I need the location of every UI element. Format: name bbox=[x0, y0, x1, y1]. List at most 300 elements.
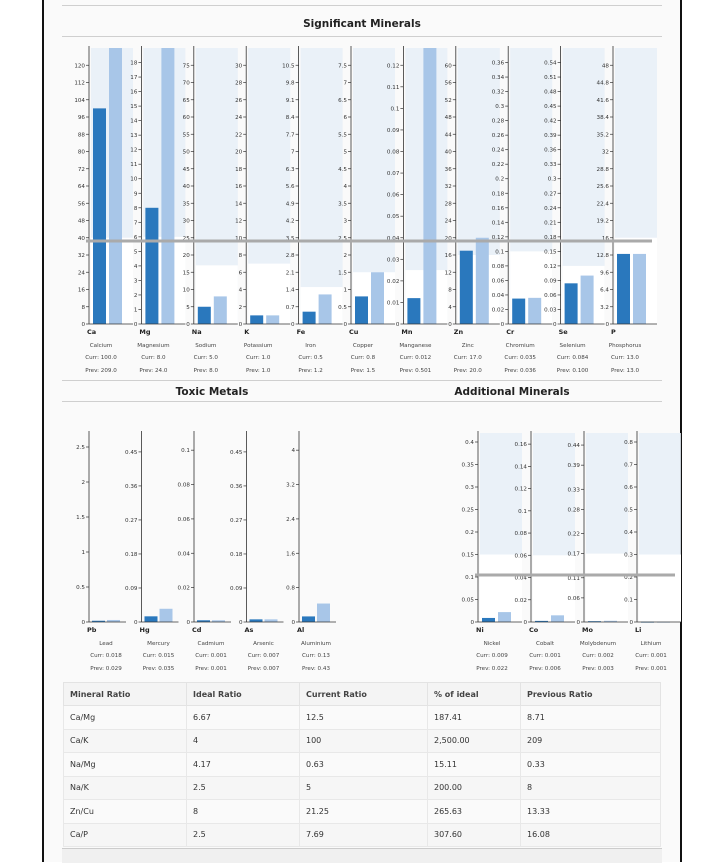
tick-label: 9.8 bbox=[285, 80, 295, 87]
tick-label: 13 bbox=[130, 133, 138, 140]
tick-label: 4.5 bbox=[338, 166, 347, 173]
tick-label: 0.5 bbox=[624, 507, 633, 514]
current-bar bbox=[198, 307, 211, 324]
tick-label: 30 bbox=[235, 63, 243, 70]
table-cell: 6.67 bbox=[187, 706, 300, 730]
previous-value: Prev: 0.001 bbox=[635, 666, 667, 672]
mineral-name: Lithium bbox=[640, 641, 662, 647]
table-cell: Ca/K bbox=[64, 729, 187, 753]
previous-value: Prev: 20.0 bbox=[453, 368, 482, 374]
mineral-symbol: Mo bbox=[582, 626, 593, 634]
mineral-chart-mg bbox=[130, 46, 185, 374]
tick-label: 6 bbox=[343, 115, 347, 121]
tick-label: 32 bbox=[77, 253, 85, 259]
tick-label: 35.2 bbox=[596, 132, 609, 139]
tick-label: 22 bbox=[235, 132, 243, 139]
mineral-name: Selenium bbox=[559, 343, 586, 349]
tick-label: 16 bbox=[444, 253, 452, 259]
table-cell: 307.60 bbox=[428, 823, 521, 847]
tick-label: 45 bbox=[182, 166, 190, 173]
tick-label: 11 bbox=[130, 162, 138, 169]
mineral-symbol: Mg bbox=[139, 328, 151, 336]
tick-label: 0 bbox=[238, 322, 243, 328]
tick-label: 0.15 bbox=[461, 552, 474, 559]
tick-label: 2 bbox=[133, 292, 138, 299]
tick-label: 0.17 bbox=[567, 551, 580, 558]
mineral-name: Iron bbox=[305, 343, 316, 349]
tick-label: 15 bbox=[130, 104, 138, 111]
tick-label: 20 bbox=[444, 235, 452, 242]
previous-value: Prev: 1.0 bbox=[245, 368, 271, 374]
tick-label: 3.5 bbox=[338, 201, 347, 208]
header-percent-ideal: % of ideal bbox=[428, 683, 521, 706]
tick-label: 70 bbox=[182, 80, 190, 87]
current-bar bbox=[482, 618, 495, 622]
tick-label: 1 bbox=[81, 550, 85, 556]
tick-label: 0.7 bbox=[285, 304, 295, 311]
table-row bbox=[64, 729, 661, 753]
previous-bar bbox=[319, 294, 332, 324]
tick-label: 9.1 bbox=[285, 97, 295, 104]
tick-label: 0.02 bbox=[514, 597, 527, 604]
toxic-metals-title: Toxic Metals bbox=[175, 386, 249, 398]
tick-label: 0.04 bbox=[491, 292, 505, 299]
previous-value: Prev: 13.0 bbox=[610, 368, 640, 374]
tick-label: 0.25 bbox=[461, 507, 474, 514]
tick-label: 0.09 bbox=[125, 585, 138, 592]
table-cell: 8 bbox=[521, 776, 661, 800]
mineral-symbol: Cu bbox=[349, 328, 359, 336]
tick-label: 40 bbox=[444, 149, 452, 156]
previous-value: Prev: 0.003 bbox=[582, 666, 614, 672]
previous-value: Prev: 1.5 bbox=[350, 368, 376, 374]
previous-bar bbox=[214, 296, 227, 324]
table-cell: 2.5 bbox=[187, 823, 300, 847]
mineral-chart-cu bbox=[338, 46, 395, 374]
tick-label: 0 bbox=[553, 322, 557, 328]
tick-label: 0.2 bbox=[624, 575, 633, 581]
tick-label: 0.28 bbox=[567, 507, 580, 514]
tick-label: 0 bbox=[133, 620, 138, 626]
table-cell: 209 bbox=[521, 729, 661, 753]
current-bar bbox=[145, 616, 158, 622]
tick-label: 72 bbox=[77, 166, 85, 173]
previous-value: Prev: 0.029 bbox=[90, 666, 122, 672]
mineral-symbol: Al bbox=[297, 626, 305, 634]
tick-label: 88 bbox=[77, 132, 85, 139]
tick-label: 0.03 bbox=[386, 257, 400, 264]
tick-label: 0 bbox=[576, 620, 580, 626]
tick-label: 0.33 bbox=[567, 487, 580, 494]
tick-label: 16 bbox=[235, 184, 243, 190]
table-cell: 8.71 bbox=[521, 706, 661, 730]
tick-label: 0.3 bbox=[624, 552, 633, 559]
table-cell: 16.08 bbox=[521, 823, 661, 847]
current-bar bbox=[460, 251, 473, 324]
tick-label: 5 bbox=[133, 249, 138, 256]
current-value: Curr: 0.018 bbox=[90, 653, 122, 659]
tick-label: 2.1 bbox=[285, 270, 295, 277]
table-cell: 15.11 bbox=[428, 753, 521, 777]
mineral-symbol: Hg bbox=[139, 626, 150, 634]
table-cell: 0.33 bbox=[521, 753, 661, 777]
mineral-chart-na bbox=[183, 46, 238, 374]
tick-label: 6 bbox=[133, 234, 138, 241]
tick-label: 0.42 bbox=[544, 118, 557, 125]
mineral-name: Aluminium bbox=[300, 641, 332, 647]
tick-label: 4 bbox=[343, 184, 347, 190]
previous-bar bbox=[109, 48, 122, 324]
below-range-area bbox=[639, 555, 681, 623]
table-cell: 4 bbox=[187, 729, 300, 753]
mineral-symbol: Cd bbox=[192, 626, 202, 634]
tick-label: 16 bbox=[130, 89, 138, 96]
tick-label: 24 bbox=[444, 218, 452, 225]
divider bbox=[62, 380, 662, 381]
tick-label: 16 bbox=[77, 287, 85, 294]
mineral-chart-li bbox=[624, 431, 681, 672]
tick-label: 5.6 bbox=[285, 184, 295, 190]
previous-bar bbox=[423, 48, 436, 324]
tick-label: 0.22 bbox=[567, 531, 580, 538]
tick-label: 22.4 bbox=[596, 201, 609, 208]
tick-label: 12.8 bbox=[596, 253, 609, 259]
tick-label: 28 bbox=[444, 201, 452, 208]
tick-label: 0.14 bbox=[514, 464, 527, 471]
tick-label: 48 bbox=[601, 63, 609, 70]
table-cell: 2,500.00 bbox=[428, 729, 521, 753]
tick-label: 40 bbox=[182, 184, 190, 190]
tick-label: 35 bbox=[182, 201, 190, 208]
table-row bbox=[64, 776, 661, 800]
mineral-symbol: Cr bbox=[506, 328, 515, 336]
additional-minerals-chart bbox=[362, 405, 724, 680]
tick-label: 0.09 bbox=[230, 585, 243, 592]
mineral-symbol: Zn bbox=[453, 328, 464, 336]
mineral-name: Molybdenum bbox=[579, 641, 617, 647]
current-value: Curr: 0.007 bbox=[247, 653, 280, 659]
tick-label: 12 bbox=[444, 270, 452, 277]
tick-label: 2.4 bbox=[286, 516, 295, 523]
tick-label: 0.12 bbox=[514, 486, 527, 493]
mineral-name: Phosphorus bbox=[608, 343, 642, 349]
tick-label: 12 bbox=[130, 147, 138, 154]
tick-label: 24 bbox=[235, 115, 243, 121]
tick-label: 1.6 bbox=[286, 551, 295, 558]
tick-label: 0.7 bbox=[624, 462, 633, 469]
tick-label: 6.4 bbox=[600, 287, 609, 294]
mineral-symbol: Se bbox=[558, 328, 568, 336]
tick-label: 0 bbox=[81, 620, 85, 626]
tick-label: 0.07 bbox=[386, 171, 400, 178]
table-cell: Na/K bbox=[64, 776, 187, 800]
current-value: Curr: 17.0 bbox=[453, 355, 482, 361]
tick-label: 14 bbox=[130, 118, 138, 125]
tick-label: 0 bbox=[629, 620, 633, 626]
mineral-chart-pb bbox=[76, 431, 126, 672]
tick-label: 0.36 bbox=[544, 147, 557, 154]
tick-label: 0.04 bbox=[386, 235, 400, 242]
tick-label: 2 bbox=[238, 304, 243, 311]
table-cell: 7.69 bbox=[300, 823, 428, 847]
tick-label: 0 bbox=[133, 322, 138, 328]
tick-label: 0.04 bbox=[177, 551, 190, 558]
tick-label: 96 bbox=[77, 115, 85, 121]
current-value: Curr: 0.5 bbox=[298, 355, 323, 361]
previous-bar bbox=[581, 276, 594, 324]
table-cell: 265.63 bbox=[428, 800, 521, 824]
tick-label: 0 bbox=[291, 322, 295, 328]
tick-label: 3 bbox=[133, 278, 138, 285]
mineral-chart-co bbox=[515, 431, 575, 672]
current-bar bbox=[93, 108, 106, 324]
tick-label: 10 bbox=[182, 287, 190, 294]
previous-value: Prev: 0.007 bbox=[247, 666, 280, 672]
tick-label: 0.06 bbox=[491, 278, 505, 285]
tick-label: 9 bbox=[133, 191, 138, 198]
tick-label: 0.8 bbox=[286, 585, 295, 592]
mineral-symbol: Ca bbox=[87, 328, 97, 336]
tick-label: 0.1 bbox=[518, 508, 527, 515]
tick-label: 120 bbox=[74, 63, 85, 70]
header-mineral-ratio: Mineral Ratio bbox=[64, 683, 187, 706]
tick-label: 2 bbox=[343, 253, 347, 259]
tick-label: 1.5 bbox=[338, 270, 347, 277]
top-divider bbox=[62, 5, 662, 6]
table-cell: 2.5 bbox=[187, 776, 300, 800]
current-value: Curr: 0.012 bbox=[399, 355, 432, 361]
mineral-name: Potassium bbox=[243, 343, 273, 349]
tick-label: 5 bbox=[343, 149, 347, 156]
current-value: Curr: 1.0 bbox=[245, 355, 271, 361]
tick-label: 52 bbox=[444, 97, 452, 104]
range-band bbox=[301, 48, 343, 324]
significant-minerals-title: Significant Minerals bbox=[303, 18, 421, 30]
tick-label: 0.12 bbox=[386, 63, 400, 70]
tick-label: 1 bbox=[343, 287, 347, 294]
tick-label: 0.1 bbox=[495, 249, 505, 256]
tick-label: 7 bbox=[343, 80, 347, 87]
tick-label: 65 bbox=[182, 97, 190, 104]
tick-label: 12 bbox=[235, 218, 243, 225]
mineral-name: Cadmium bbox=[197, 641, 225, 647]
tick-label: 0.39 bbox=[544, 133, 557, 140]
table-row bbox=[64, 823, 661, 847]
tick-label: 0.11 bbox=[567, 575, 580, 582]
mineral-name: Calcium bbox=[89, 343, 113, 349]
previous-bar bbox=[160, 609, 173, 622]
tick-label: 0.01 bbox=[386, 300, 400, 307]
tick-label: 0.11 bbox=[386, 84, 400, 91]
table-row bbox=[64, 753, 661, 777]
mineral-chart-cd bbox=[178, 431, 231, 672]
bottom-toolbar bbox=[62, 848, 662, 863]
tick-label: 60 bbox=[182, 115, 190, 121]
tick-label: 5.5 bbox=[338, 132, 347, 139]
tick-label: 56 bbox=[77, 201, 85, 208]
tick-label: 38.4 bbox=[596, 115, 609, 121]
tick-label: 0.4 bbox=[465, 440, 474, 446]
tick-label: 4.9 bbox=[285, 201, 295, 208]
tick-label: 0.27 bbox=[230, 517, 243, 524]
tick-label: 0 bbox=[500, 322, 505, 328]
previous-value: Prev: 0.036 bbox=[504, 368, 536, 374]
tick-label: 0.21 bbox=[544, 220, 557, 227]
mineral-chart-mo bbox=[568, 431, 628, 672]
current-bar bbox=[407, 298, 420, 324]
header-ideal-ratio: Ideal Ratio bbox=[187, 683, 300, 706]
mineral-symbol: Pb bbox=[87, 626, 97, 634]
tick-label: 3.2 bbox=[286, 482, 295, 489]
tick-label: 0 bbox=[186, 620, 190, 626]
tick-label: 48 bbox=[444, 115, 452, 121]
tick-label: 3 bbox=[343, 218, 347, 225]
tick-label: 25 bbox=[182, 235, 190, 242]
tick-label: 0.45 bbox=[230, 449, 243, 456]
tick-label: 48 bbox=[77, 218, 85, 225]
tick-label: 19.2 bbox=[596, 218, 609, 225]
tick-label: 0.33 bbox=[544, 162, 557, 169]
current-value: Curr: 0.001 bbox=[529, 653, 561, 659]
previous-value: Prev: 0.006 bbox=[529, 666, 561, 672]
mineral-chart-p bbox=[597, 46, 657, 374]
tick-label: 14 bbox=[235, 201, 243, 208]
tick-label: 0.08 bbox=[491, 263, 505, 270]
mineral-symbol: Mn bbox=[401, 328, 413, 336]
tick-label: 0.03 bbox=[544, 307, 557, 314]
tick-label: 0.5 bbox=[338, 304, 347, 311]
tick-label: 0.14 bbox=[491, 220, 505, 227]
current-value: Curr: 0.035 bbox=[504, 355, 536, 361]
tick-label: 0.8 bbox=[624, 440, 633, 446]
current-value: Curr: 0.009 bbox=[476, 653, 508, 659]
current-value: Curr: 0.001 bbox=[635, 653, 667, 659]
tick-label: 9.6 bbox=[600, 270, 609, 277]
previous-value: Prev: 0.022 bbox=[476, 666, 508, 672]
table-cell: 187.41 bbox=[428, 706, 521, 730]
mineral-name: Sodium bbox=[195, 343, 217, 349]
current-value: Curr: 8.0 bbox=[141, 355, 166, 361]
tick-label: 0 bbox=[81, 322, 85, 328]
tick-label: 0 bbox=[448, 322, 452, 328]
tick-label: 1 bbox=[133, 307, 138, 314]
tick-label: 8 bbox=[448, 287, 452, 294]
tick-label: 0.18 bbox=[125, 551, 138, 558]
previous-bar bbox=[476, 238, 489, 324]
tick-label: 0.09 bbox=[386, 127, 400, 134]
tick-label: 40 bbox=[77, 235, 85, 242]
mineral-chart-al bbox=[286, 431, 336, 672]
tick-label: 0.2 bbox=[465, 530, 474, 536]
mineral-symbol: Ni bbox=[476, 626, 484, 634]
tick-label: 8 bbox=[238, 253, 243, 259]
previous-value: Prev: 1.2 bbox=[298, 368, 323, 374]
mineral-chart-as bbox=[230, 431, 283, 672]
tick-label: 8.4 bbox=[285, 115, 295, 121]
below-range-area bbox=[586, 554, 628, 622]
tick-label: 0.06 bbox=[514, 553, 527, 560]
mineral-name: Lead bbox=[99, 641, 113, 647]
tick-label: 1.4 bbox=[285, 287, 295, 294]
tick-label: 4 bbox=[291, 448, 295, 455]
tick-label: 0.05 bbox=[461, 597, 474, 604]
tick-label: 0.35 bbox=[461, 462, 474, 469]
mineral-name: Chromium bbox=[505, 343, 535, 349]
tick-label: 0.3 bbox=[465, 485, 474, 491]
tick-label: 0.06 bbox=[544, 292, 557, 299]
previous-value: Prev: 0.035 bbox=[142, 666, 175, 672]
tick-label: 0.28 bbox=[491, 118, 505, 125]
current-value: Curr: 0.084 bbox=[556, 355, 589, 361]
tick-label: 0.54 bbox=[544, 60, 557, 67]
tick-label: 112 bbox=[74, 80, 85, 87]
previous-value: Prev: 0.100 bbox=[556, 368, 589, 374]
current-value: Curr: 5.0 bbox=[193, 355, 219, 361]
tick-label: 0.3 bbox=[547, 176, 557, 183]
table-cell: Zn/Cu bbox=[64, 800, 187, 824]
tick-label: 0.22 bbox=[491, 162, 505, 169]
tick-label: 55 bbox=[182, 132, 190, 139]
tick-label: 28 bbox=[235, 80, 243, 87]
tick-label: 0.16 bbox=[491, 205, 505, 212]
table-cell: 4.17 bbox=[187, 753, 300, 777]
mineral-name: Copper bbox=[352, 343, 374, 349]
tick-label: 0.27 bbox=[544, 191, 557, 198]
tick-label: 0 bbox=[343, 322, 347, 328]
current-bar bbox=[355, 296, 368, 324]
tick-label: 0.39 bbox=[567, 463, 580, 470]
previous-value: Prev: 0.43 bbox=[301, 666, 331, 672]
tick-label: 0.1 bbox=[181, 448, 190, 455]
tick-label: 20 bbox=[235, 149, 243, 156]
current-value: Curr: 13.0 bbox=[611, 355, 639, 361]
previous-bar bbox=[498, 612, 511, 622]
divider bbox=[62, 401, 662, 402]
tick-label: 16 bbox=[601, 235, 609, 242]
mineral-chart-hg bbox=[125, 431, 178, 672]
tick-label: 0.27 bbox=[125, 517, 138, 524]
current-value: Curr: 100.0 bbox=[85, 355, 117, 361]
tick-label: 0.34 bbox=[491, 75, 505, 82]
current-bar bbox=[565, 283, 578, 324]
tick-label: 0.04 bbox=[514, 575, 527, 582]
tick-label: 44.8 bbox=[596, 80, 609, 87]
current-bar bbox=[250, 315, 263, 324]
tick-label: 0.51 bbox=[544, 75, 557, 82]
tick-label: 0.36 bbox=[230, 483, 243, 490]
tick-label: 0.24 bbox=[544, 205, 557, 212]
tick-label: 0.06 bbox=[567, 595, 580, 602]
tick-label: 0.44 bbox=[567, 443, 580, 450]
tick-label: 4 bbox=[238, 287, 243, 294]
tick-label: 7 bbox=[291, 149, 295, 156]
mineral-name: Mercury bbox=[147, 641, 170, 647]
current-bar bbox=[617, 254, 630, 324]
tick-label: 8 bbox=[81, 304, 85, 311]
tick-label: 6.5 bbox=[338, 97, 347, 104]
tick-label: 4 bbox=[133, 263, 138, 270]
current-value: Curr: 0.13 bbox=[302, 653, 330, 659]
previous-bar bbox=[161, 48, 174, 324]
mineral-symbol: Li bbox=[635, 626, 642, 634]
tick-label: 2.5 bbox=[338, 235, 347, 242]
tick-label: 2 bbox=[81, 480, 85, 486]
tick-label: 8 bbox=[133, 205, 138, 212]
mineral-chart-k bbox=[235, 46, 290, 374]
previous-value: Prev: 24.0 bbox=[139, 368, 168, 374]
tick-label: 0 bbox=[291, 620, 295, 626]
tick-label: 0.18 bbox=[491, 191, 505, 198]
